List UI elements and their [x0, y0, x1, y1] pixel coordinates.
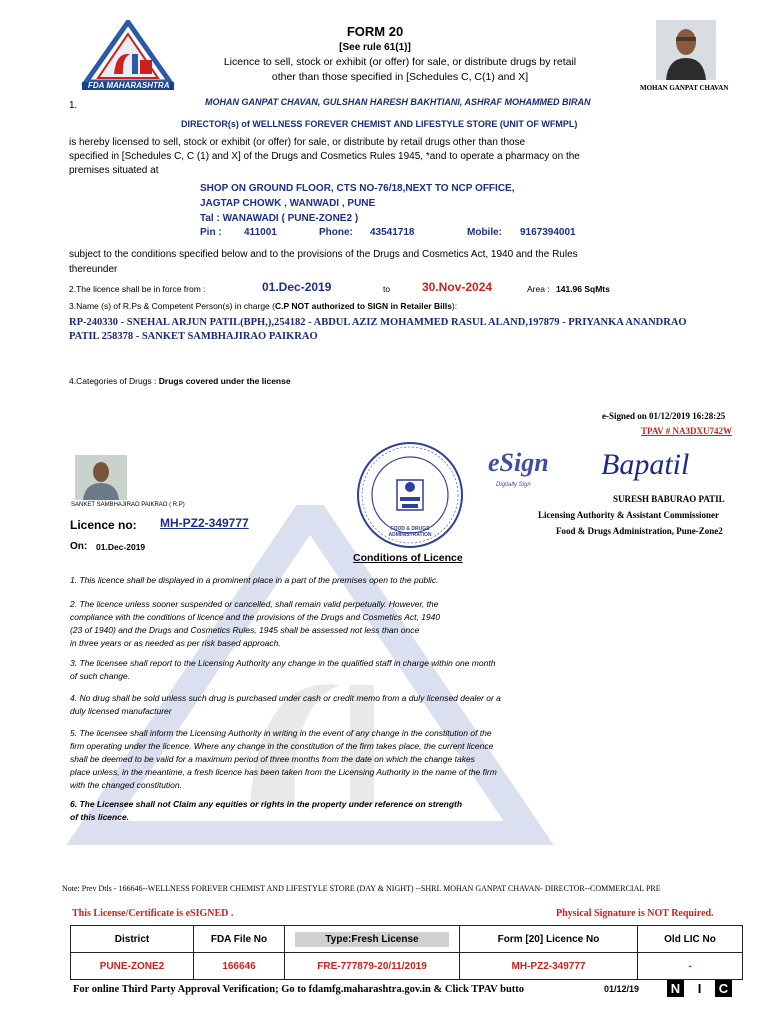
person-photo-icon: [75, 455, 127, 500]
condition-1: 1. This licence shall be displayed in a prominent place in a part of the premises open to the public.: [70, 575, 439, 585]
on-date: 01.Dec-2019: [96, 542, 146, 552]
type-value: FRE-777879-20/11/2019: [285, 953, 460, 980]
from-date: 01.Dec-2019: [262, 280, 332, 294]
pin-value: 411001: [244, 227, 277, 238]
officer-title-1: Licensing Authority & Assistant Commissioner: [538, 510, 720, 520]
rps-heading: [69, 301, 457, 311]
previous-details-note: Note: Prev Dtls - 166646--WELLNESS FOREVER CHEMIST AND LIFESTYLE STORE (DAY & NIGHT) --SHRI. MOHAN GANPAT CHAVAN- DIRECTOR--COMMERCIAL PRE: [62, 884, 661, 893]
officer-title-2: Food & Drugs Administration, Pune-Zone2: [556, 526, 723, 536]
table-header-old-lic: Old LIC No: [638, 926, 743, 953]
rp-caption: SANKET SAMBHAJIRAO PAIKRAO ( R.P): [71, 502, 185, 508]
table-row: [71, 953, 743, 980]
subtitle-line-2: other than those specified in [Schedules C, C(1) and X]: [271, 71, 529, 83]
table-header-district: District: [71, 926, 194, 953]
area-value: 141.96 SqMts: [556, 284, 610, 294]
condition-6-line-1: 6. The Licensee shall not Claim any equities or rights in the property under reference on strength: [70, 799, 463, 809]
conditions-title: Conditions of Licence: [353, 552, 463, 564]
subject-line-1: subject to the conditions specified below and to the provisions of the Drugs and Cosmetics Act, 1940 and the Rules: [69, 249, 578, 260]
table-header-row: [71, 926, 743, 953]
director-of-company: DIRECTOR(s) of WELLNESS FOREVER CHEMIST AND LIFESTYLE STORE (UNIT OF WFMPL): [181, 119, 578, 129]
condition-2-line-2: compliance with the conditions of licence and the provisions of the Drugs and Cosmetics Act, 1940: [70, 612, 441, 622]
footer-date: 01/12/19: [604, 984, 640, 994]
box-c: C: [715, 980, 732, 997]
condition-2-line-4: in three years or as needed as per risk based approach.: [70, 638, 281, 648]
rp-photo: [75, 455, 127, 500]
condition-3-line-1: 3. The licensee shall report to the Licensing Authority any change in the qualified staff in charge within one month: [70, 658, 496, 668]
table-header-licence-no: Form [20] Licence No: [460, 926, 638, 953]
pin-label: Pin :: [200, 227, 222, 238]
table-header-fda-file: FDA File No: [194, 926, 285, 953]
online-verification-text: For online Third Party Approval Verification; Go to fdamfg.maharashtra.gov.in & Click TPAV butto: [73, 984, 525, 995]
address-line-3: Tal : WANAWADI ( PUNE-ZONE2 ): [200, 213, 359, 224]
directors-names: MOHAN GANPAT CHAVAN, GULSHAN HARESH BAKHTIANI, ASHRAF MOHAMMED BIRAN: [205, 97, 591, 107]
force-label: 2.The licence shall be in force from :: [69, 284, 206, 294]
fda-watermark-icon: [60, 505, 560, 845]
licence-label: Licence no:: [70, 518, 137, 532]
to-label: to: [383, 284, 391, 294]
rps-label: 3.Name (s) of R.Ps & Competent Person(s) in charge (: [69, 301, 275, 311]
condition-5-line-5: with the changed constitution.: [70, 780, 182, 790]
on-label: On:: [70, 541, 88, 552]
condition-2-line-3: (23 of 1940) and the Drugs and Cosmetics Rules, 1945 shall be assessed not less than once: [70, 625, 420, 635]
licensed-line-1: is hereby licensed to sell, stock or exhibit (or offer) for sale, or distribute by retail drugs other than those: [69, 137, 526, 148]
physical-signature-notice: Physical Signature is NOT Required.: [556, 908, 714, 919]
condition-5-line-4: place unless, in the meantime, a fresh licence has been taken from the Licensing Authority in the name of the firm: [70, 767, 497, 777]
old-lic-value: -: [638, 953, 743, 980]
person-photo-icon: [656, 20, 716, 80]
fda-logo: [78, 20, 178, 92]
subject-line-2: thereunder: [69, 264, 118, 275]
handwritten-signature: Bapatil: [601, 448, 690, 481]
categories-label: 4.Categories of Drugs :: [69, 376, 157, 386]
table-header-type: [285, 926, 460, 953]
esign-logo: eSign: [488, 448, 549, 477]
box-i: I: [697, 981, 702, 996]
condition-5-line-1: 5. The licensee shall inform the Licensing Authority in writing in the event of any change in the constitution of the: [70, 728, 492, 738]
address-line-1: SHOP ON GROUND FLOOR, CTS NO-76/18,NEXT TO NCP OFFICE,: [200, 183, 515, 194]
photo-caption: MOHAN GANPAT CHAVAN: [640, 84, 729, 92]
subtitle-line-1: Licence to sell, stock or exhibit (or offer) for sale, or distribute drugs by retail: [223, 56, 577, 68]
form-title: FORM 20: [346, 24, 404, 39]
seal-text: FOOD & DRUGS ADMINISTRATION: [388, 526, 432, 538]
condition-2-line-1: 2. The licence unless sooner suspended or cancelled, shall remain valid perpetually. However, the: [70, 599, 439, 609]
licensed-line-2: specified in [Schedules C, C (1) and X] of the Drugs and Cosmetics Rules 1945, *and to operate a pharmacy on the: [69, 151, 580, 162]
phone-value: 43541718: [370, 227, 415, 238]
mobile-label: Mobile:: [467, 227, 502, 238]
licensed-line-3: premises situated at: [69, 165, 159, 176]
condition-5-line-2: firm operating under the licence. Where any change in the constitution of the firm takes place, the current licence: [70, 741, 494, 751]
condition-6-line-2: of this licence.: [70, 812, 130, 822]
area-label: Area :: [527, 284, 550, 294]
fda-file-value: 166646: [194, 953, 285, 980]
licence-no-value: MH-PZ2-349777: [460, 953, 638, 980]
phone-label: Phone:: [319, 227, 353, 238]
district-value: PUNE-ZONE2: [71, 953, 194, 980]
rps-line-2: PATIL 258378 - SANKET SAMBHAJIRAO PAIKRAO: [69, 331, 318, 342]
box-n: N: [667, 980, 684, 997]
rps-end: ):: [451, 301, 458, 311]
categories-value: Drugs covered under the license: [158, 376, 291, 386]
item-number: 1.: [69, 100, 78, 111]
condition-4-line-1: 4. No drug shall be sold unless such drug is purchased under cash or credit memo from a duly licensed dealer or a: [70, 693, 501, 703]
rps-line-1: RP-240330 - SNEHAL ARJUN PATIL(BPH,),254182 - ABDUL AZIZ MOHAMMED RASUL ALAND,197879 - PRIYANKA ANANDRAO: [69, 317, 687, 328]
esign-tagline: Digitally Sign: [496, 482, 531, 488]
licence-details-table: [70, 925, 743, 980]
condition-5-line-3: shall be deemed to be valid for a maximum period of three months from the date on which the change takes: [70, 754, 475, 764]
licensee-photo: [656, 20, 716, 80]
to-date: 30.Nov-2024: [422, 280, 493, 294]
logo-text: FDA MAHARASHTRA: [88, 81, 170, 90]
mobile-value: 9167394001: [520, 227, 576, 238]
rps-bold: C.P NOT authorized to SIGN in Retailer Bills: [274, 301, 452, 311]
categories-heading: [69, 376, 291, 386]
condition-3-line-2: of such change.: [70, 671, 131, 681]
licence-number: MH-PZ2-349777: [160, 516, 249, 530]
esigned-timestamp: e-Signed on 01/12/2019 16:28:25: [602, 411, 726, 421]
esigned-notice: This License/Certificate is eSIGNED .: [72, 908, 234, 919]
officer-name: SURESH BABURAO PATIL: [613, 494, 725, 504]
rule-reference: [See rule 61(1)]: [339, 42, 411, 53]
condition-4-line-2: duly licensed manufacturer: [70, 706, 172, 716]
address-line-2: JAGTAP CHOWK , WANWADI , PUNE: [200, 198, 376, 209]
tpav-code: TPAV # NA3DXU742W: [641, 426, 733, 436]
type-label: Type:Fresh License: [295, 932, 448, 947]
